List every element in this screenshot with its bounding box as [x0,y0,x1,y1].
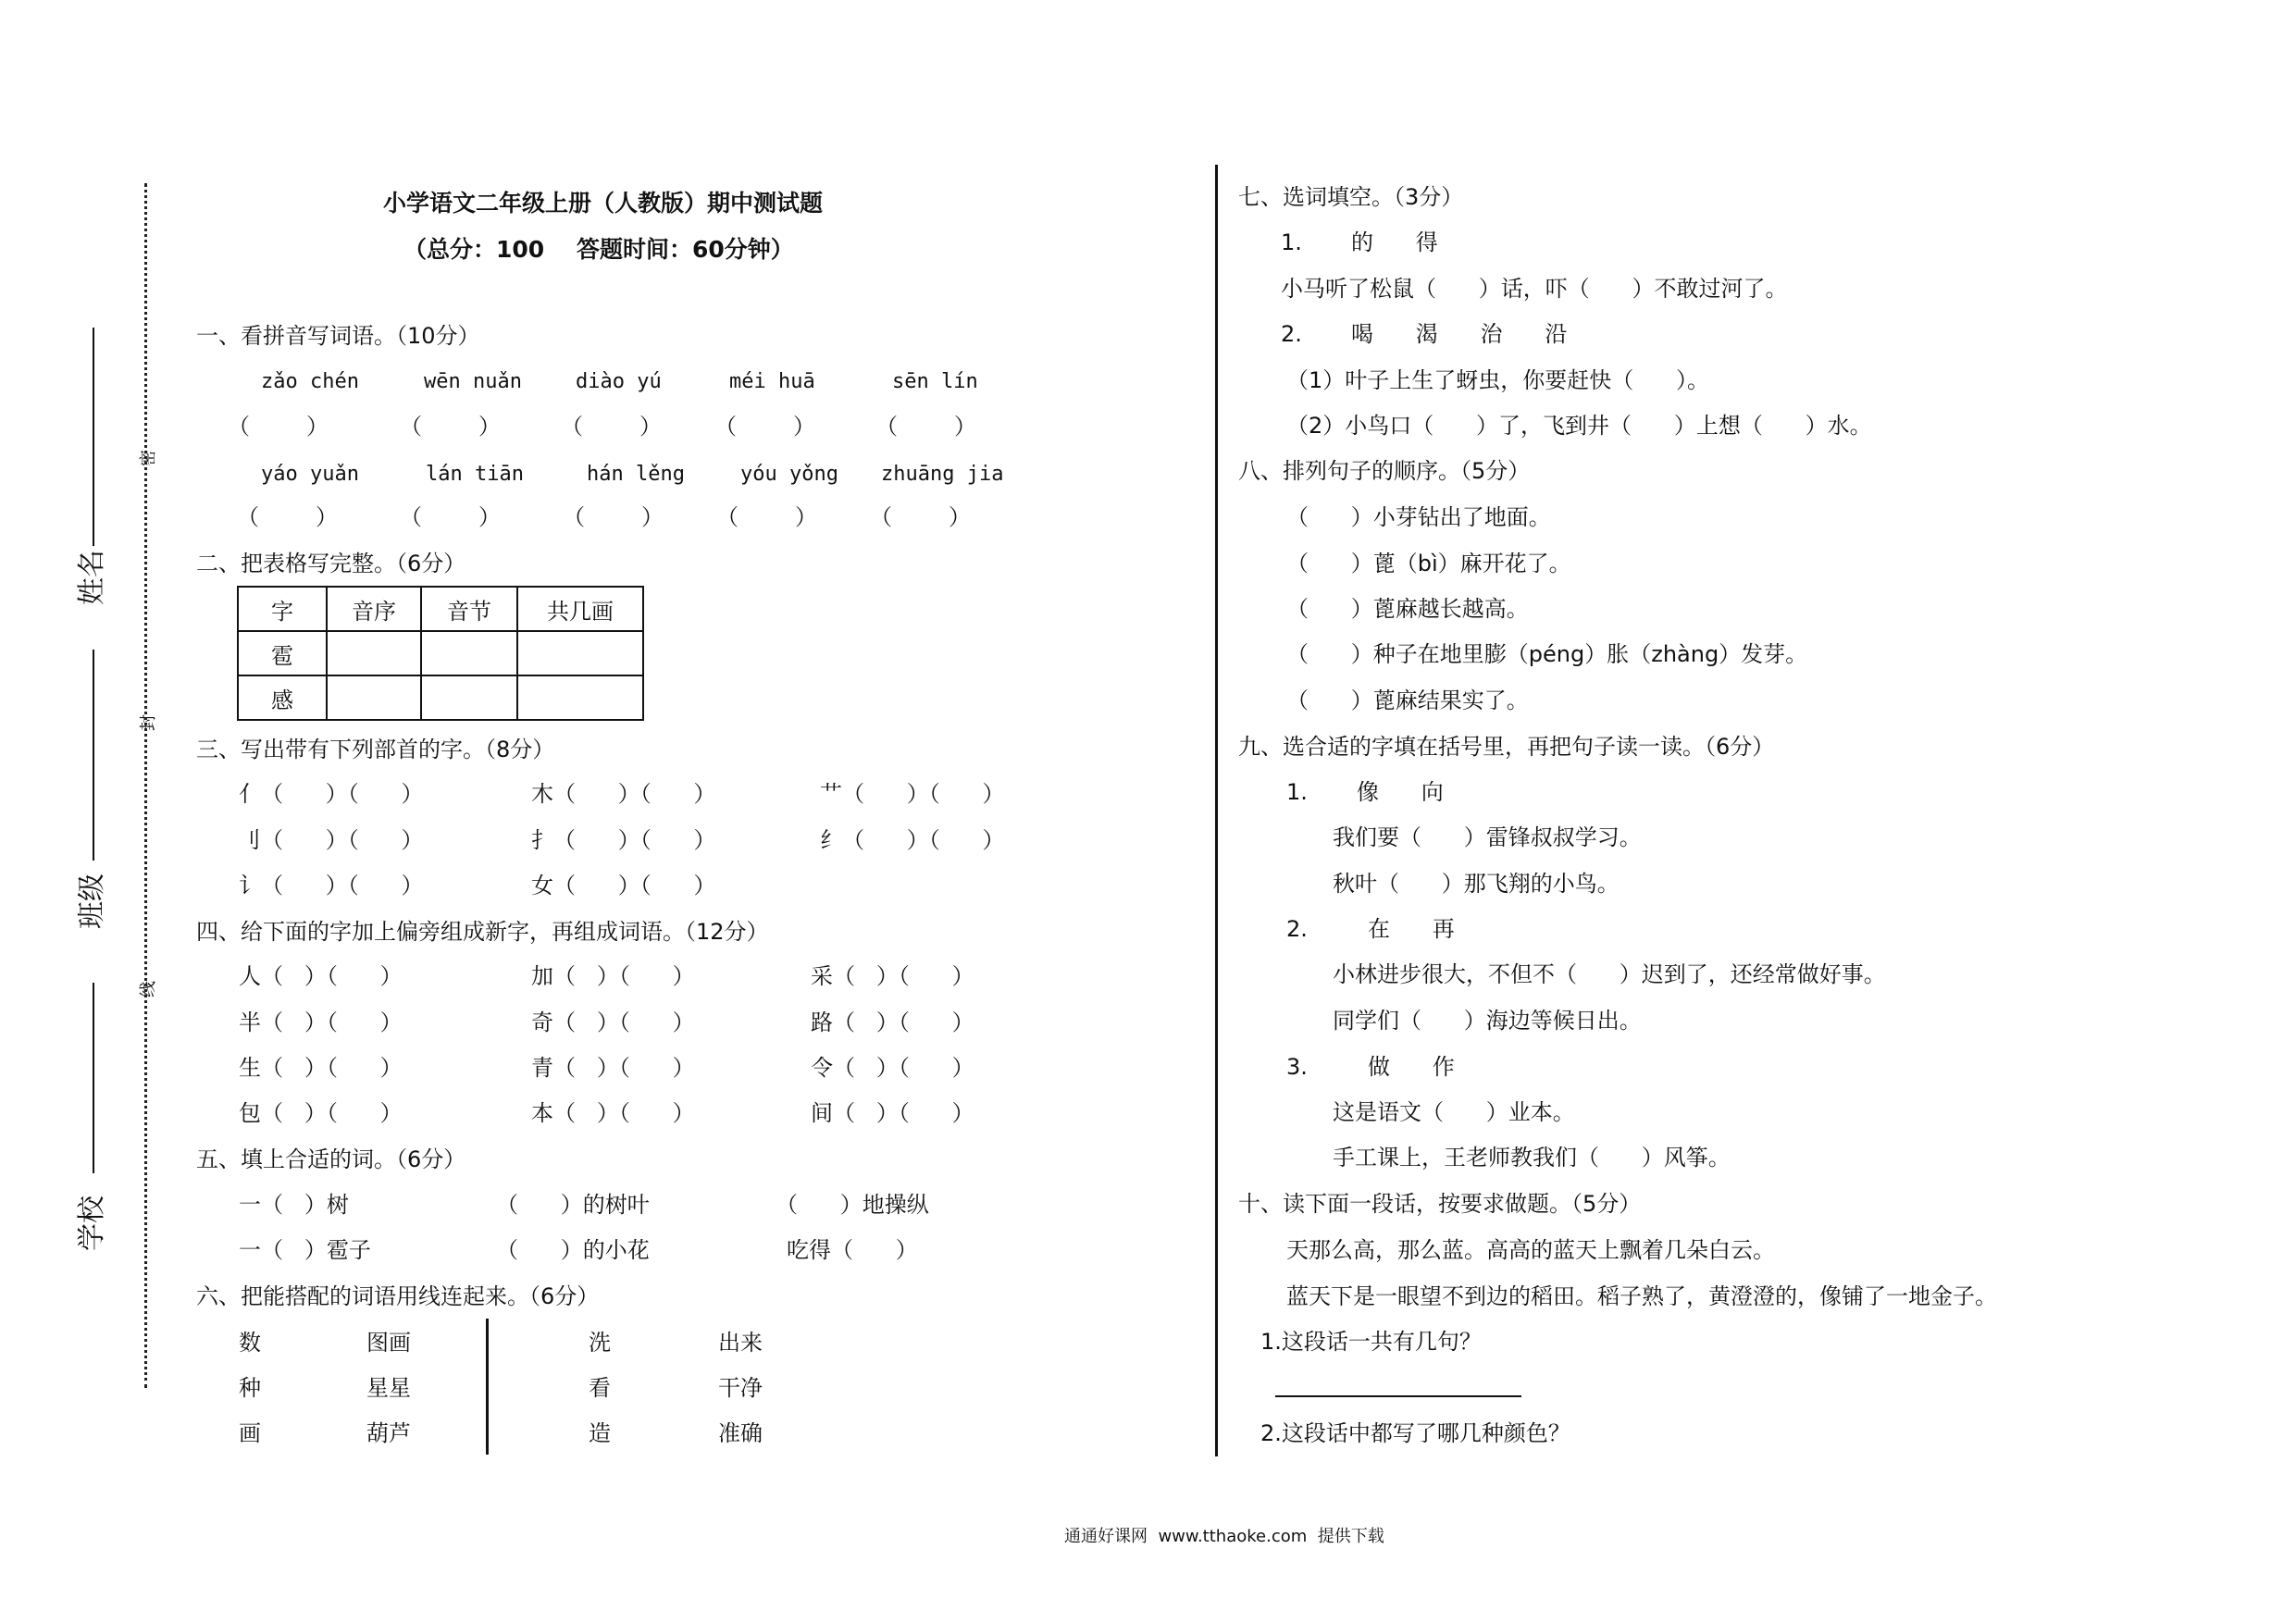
q7-g2-sentence-2[interactable]: （2）小鸟口（ ）了，飞到井（ ）上想（ ）水。 [1286,413,1872,439]
q9-g1-label: 1. [1286,779,1308,805]
q4-item[interactable]: 令（ ）（ ） [811,1055,974,1081]
q7-g1-words: 的 得 [1351,229,1438,255]
q1-pinyin-3: diào yú [576,370,662,393]
q3-item[interactable]: 纟（ ）（ ） [820,827,1005,853]
q1-pinyin-9: yóu yǒng [740,463,838,486]
class-underline [93,650,94,861]
q9-g1-sentence-1[interactable]: 我们要（ ）雷锋叔叔学习。 [1333,824,1642,850]
q1-blank-3[interactable]: （ ） [561,414,663,440]
q2-heading: 二、把表格写完整。（6分） [196,551,466,576]
q1-pinyin-5: sēn lín [892,370,978,393]
q7-g2-label: 2. [1281,321,1302,347]
q2-header-syllable: 音节 [421,587,517,631]
q4-item[interactable]: 包（ ）（ ） [239,1100,403,1126]
q2-cell-input[interactable] [327,675,421,720]
q6-separator [486,1319,489,1455]
q8-item-5[interactable]: （ ）蓖麻结果实了。 [1286,688,1529,713]
q4-item[interactable]: 青（ ）（ ） [531,1055,695,1081]
q8-heading: 八、排列句子的顺序。（5分） [1238,458,1531,484]
q2-cell-input[interactable] [421,675,517,720]
q7-g1-label: 1. [1281,229,1302,255]
q1-pinyin-2: wēn nuǎn [424,370,522,393]
q3-item[interactable]: 木（ ）（ ） [531,781,716,807]
q2-row-char-1: 雹 [238,631,327,675]
q1-pinyin-4: méi huā [729,370,815,393]
q1-blank-4[interactable]: （ ） [714,414,816,440]
q3-item[interactable]: 扌（ ）（ ） [531,827,716,853]
q3-item[interactable]: 刂（ ）（ ） [239,827,424,853]
q8-item-1[interactable]: （ ）小芽钻出了地面。 [1286,504,1551,530]
q5-item[interactable]: （ ）的树叶 [496,1192,650,1218]
q8-item-4[interactable]: （ ）种子在地里膨（péng）胀（zhàng）发芽。 [1286,641,1808,667]
q10-question-1: 1.这段话一共有几句？ [1260,1329,1482,1355]
binding-dotted-line [144,183,147,1388]
q2-header-char: 字 [238,587,327,631]
q9-heading: 九、选合适的字填在括号里，再把句子读一读。（6分） [1238,734,1775,760]
q4-item[interactable]: 本（ ）（ ） [531,1100,695,1126]
q2-cell-input[interactable] [421,631,517,675]
q2-row-char-2: 感 [238,675,327,720]
q9-g3-words: 做 作 [1368,1054,1455,1080]
q5-item[interactable]: 一（ ）树 [239,1192,349,1218]
q1-blank-8[interactable]: （ ） [563,504,664,530]
q4-item[interactable]: 半（ ）（ ） [239,1010,403,1035]
q7-g2-words: 喝 渴 治 沿 [1351,321,1568,347]
name-underline [93,328,94,546]
q4-heading: 四、给下面的字加上偏旁组成新字，再组成词语。（12分） [196,919,769,945]
q6-right-b-3[interactable]: 准确 [718,1420,763,1446]
q2-cell-input[interactable] [517,631,643,675]
q1-blank-5[interactable]: （ ） [875,414,977,440]
q1-blank-7[interactable]: （ ） [400,504,502,530]
q3-item[interactable]: 亻（ ）（ ） [239,781,424,807]
q6-right-b-1[interactable]: 出来 [718,1330,763,1356]
q5-item[interactable]: （ ）的小花 [496,1237,650,1263]
q9-g3-sentence-1[interactable]: 这是语文（ ）业本。 [1333,1099,1575,1125]
q1-pinyin-8: hán lěng [587,463,685,486]
q8-item-3[interactable]: （ ）蓖麻越长越高。 [1286,596,1529,622]
q10-paragraph-2: 蓝天下是一眼望不到边的稻田。稻子熟了，黄澄澄的，像铺了一地金子。 [1286,1283,1997,1309]
seal-feng-char: 封 [139,714,158,731]
seal-xian-char: 线 [139,981,158,997]
q1-heading: 一、看拼音写词语。（10分） [196,323,480,349]
q4-item[interactable]: 采（ ）（ ） [811,963,974,989]
page-title: 小学语文二年级上册（人教版）期中测试题 [383,190,824,217]
q9-g1-sentence-2[interactable]: 秋叶（ ）那飞翔的小鸟。 [1333,871,1620,897]
q6-left-a-2[interactable]: 种 [239,1375,261,1401]
q2-cell-input[interactable] [327,631,421,675]
q9-g2-words: 在 再 [1368,916,1455,942]
q4-item[interactable]: 间（ ）（ ） [811,1100,974,1126]
q10-answer-line-1[interactable] [1275,1395,1521,1397]
seal-mi-char: 密 [139,450,158,466]
q6-left-b-1[interactable]: 图画 [366,1330,411,1356]
q1-pinyin-7: lán tiān [426,463,524,486]
q9-g2-label: 2. [1286,916,1308,942]
q1-blank-9[interactable]: （ ） [716,504,818,530]
q6-right-b-2[interactable]: 干净 [718,1375,763,1401]
footer-credit: 通通好课网 www.tthaoke.com 提供下载 [1064,1527,1384,1546]
q6-heading: 六、把能搭配的词语用线连起来。（6分） [196,1283,600,1309]
q5-item[interactable]: 吃得（ ） [787,1237,918,1263]
page-subtitle: （总分：100 答题时间：60分钟） [403,236,794,263]
q4-item[interactable]: 加（ ）（ ） [531,963,695,989]
q1-pinyin-10: zhuāng jia [881,463,1004,486]
q4-item[interactable]: 路（ ）（ ） [811,1010,974,1035]
name-label: 姓名 [76,550,108,605]
q9-g3-label: 3. [1286,1054,1308,1080]
q1-blank-6[interactable]: （ ） [237,504,339,530]
q7-heading: 七、选词填空。（3分） [1238,184,1464,210]
q2-header-initial: 音序 [327,587,421,631]
q9-g1-words: 像 向 [1357,779,1444,805]
q2-cell-input[interactable] [517,675,643,720]
q2-table [237,586,644,721]
q3-heading: 三、写出带有下列部首的字。（8分） [196,737,555,762]
q6-left-a-3[interactable]: 画 [239,1420,261,1446]
q2-header-strokes: 共几画 [517,587,643,631]
q1-pinyin-6: yáo yuǎn [261,463,359,486]
q9-g3-sentence-2[interactable]: 手工课上，王老师教我们（ ）风筝。 [1333,1145,1731,1171]
q10-question-2: 2.这段话中都写了哪几种颜色？ [1260,1420,1570,1446]
q3-item[interactable]: 讠（ ）（ ） [239,873,424,898]
school-label: 学校 [76,1196,108,1251]
q10-heading: 十、读下面一段话，按要求做题。（5分） [1238,1191,1642,1217]
q10-paragraph-1: 天那么高，那么蓝。高高的蓝天上飘着几朵白云。 [1286,1237,1775,1263]
q7-g1-sentence[interactable]: 小马听了松鼠（ ）话，吓（ ）不敢过河了。 [1281,276,1788,302]
q6-left-b-2[interactable]: 星星 [366,1375,411,1401]
q4-item[interactable]: 生（ ）（ ） [239,1055,403,1081]
q1-blank-2[interactable]: （ ） [400,414,502,440]
q1-blank-10[interactable]: （ ） [870,504,972,530]
q7-g2-sentence-1[interactable]: （1）叶子上生了蚜虫，你要赶快（ ）。 [1286,367,1710,393]
q5-item[interactable]: 一（ ）雹子 [239,1237,371,1263]
q4-item[interactable]: 奇（ ）（ ） [531,1010,695,1035]
q6-left-b-3[interactable]: 葫芦 [366,1420,411,1446]
q6-right-a-2[interactable]: 看 [589,1375,611,1401]
school-underline [93,983,94,1173]
q1-pinyin-1: zǎo chén [261,370,359,393]
q8-item-2[interactable]: （ ）蓖（bì）麻开花了。 [1286,551,1571,576]
q5-item[interactable]: （ ）地操纵 [776,1192,929,1218]
q9-g2-sentence-2[interactable]: 同学们（ ）海边等候日出。 [1333,1008,1642,1034]
column-divider [1215,165,1218,1456]
q4-item[interactable]: 人（ ）（ ） [239,963,403,989]
q6-right-a-3[interactable]: 造 [589,1420,611,1446]
class-label: 班级 [76,873,108,929]
q1-blank-1[interactable]: （ ） [228,414,329,440]
q6-left-a-1[interactable]: 数 [239,1330,261,1356]
q6-right-a-1[interactable]: 洗 [589,1330,611,1356]
q3-item[interactable]: 艹（ ）（ ） [820,781,1005,807]
q5-heading: 五、填上合适的词。（6分） [196,1146,466,1172]
q9-g2-sentence-1[interactable]: 小林进步很大，不但不（ ）迟到了，还经常做好事。 [1333,961,1886,987]
q3-item[interactable]: 女（ ）（ ） [531,873,716,898]
